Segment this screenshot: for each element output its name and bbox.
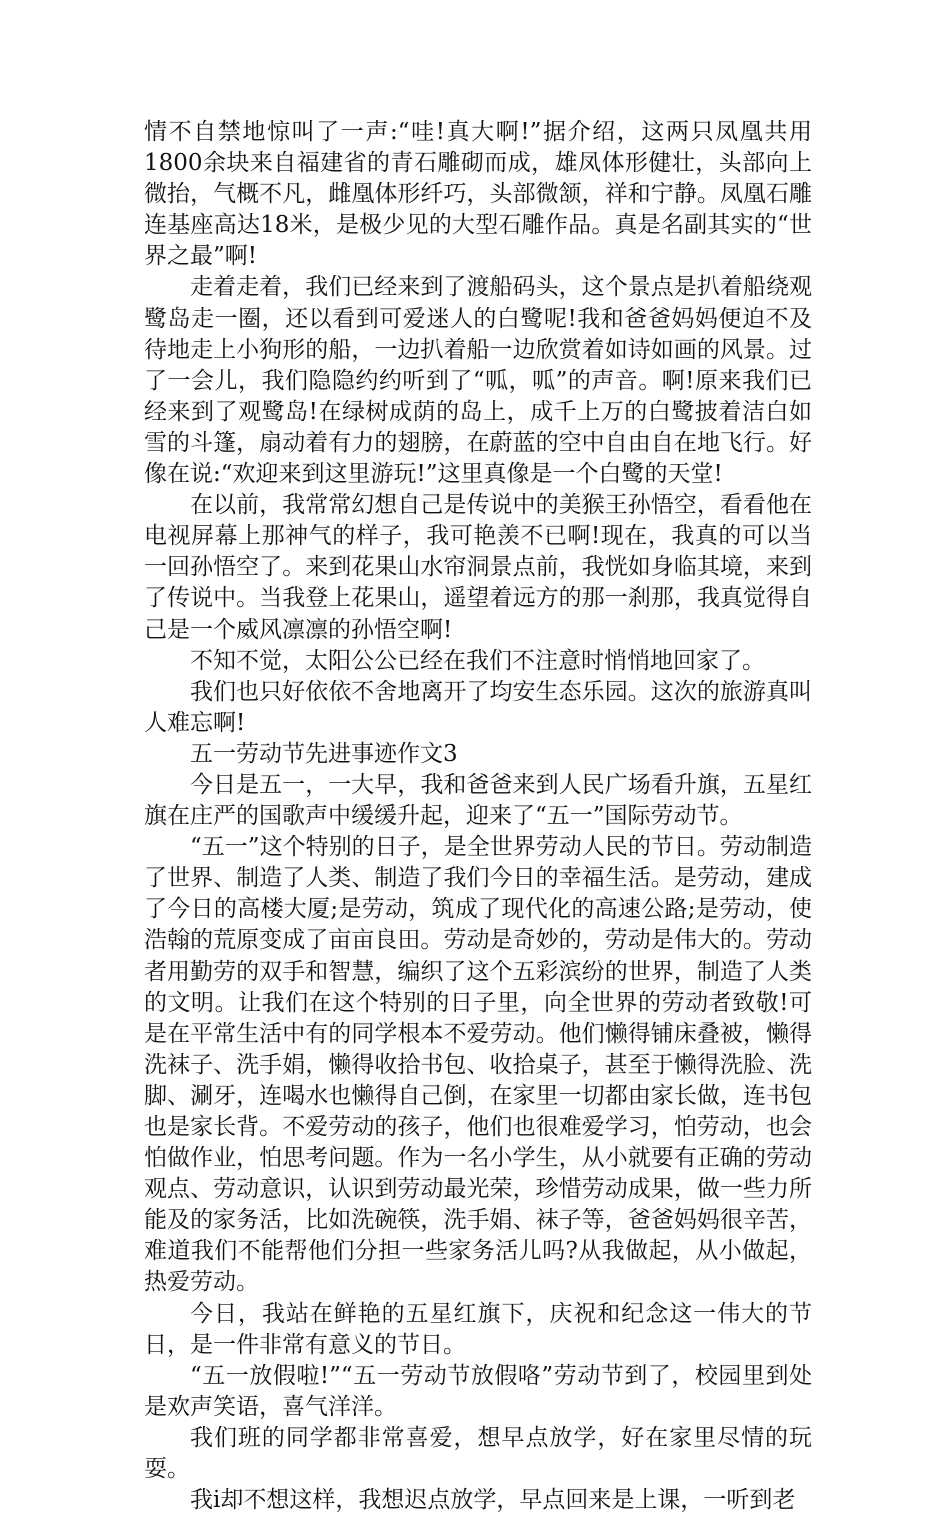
paragraph: 走着走着，我们已经来到了渡船码头，这个景点是扒着船绕观鹭岛走一圈，还以看到可爱迷人的白鹭呢!我和爸爸妈妈便迫不及待地走上小狗形的船，一边扒着船一边欣赏着如诗如画的风景。过了一会儿，我们隐隐约约听到了“呱，呱”的声音。啊!原来我们已经来到了观鹭岛!在绿树成荫的岛上，成千上万的白鹭披着洁白如雪的斗篷，扇动着有力的翅膀，在蔚蓝的空中自由自在地飞行。好像在说:“欢迎来到这里游玩!”这里真像是一个白鹭的天堂! [144,274,812,488]
paragraph: 今日，我站在鲜艳的五星红旗下，庆祝和纪念这一伟大的节日，是一件非常有意义的节日。 [144,1300,812,1358]
document-body [144,117,812,1516]
paragraph: 我们班的同学都非常喜爱，想早点放学，好在家里尽情的玩耍。 [144,1424,812,1483]
paragraph: “五一”这个特别的日子，是全世界劳动人民的节日。劳动制造了世界、制造了人类、制造了我们今日的幸福生活。是劳动，建成了今日的高楼大厦;是劳动，筑成了现代化的高速公路;是劳动，使浩翰的荒原变成了亩亩良田。劳动是奇妙的，劳动是伟大的。劳动者用勤劳的双手和智慧，编织了这个五彩滨纷的世界，制造了人类的文明。让我们在这个特别的日子里，向全世界的劳动者致敬!可是在平常生活中有的同学根本不爱劳动。他们懒得铺床叠被，懒得洗袜子、洗手娟，懒得收拾书包、收拾桌子，甚至于懒得洗脸、洗脚、涮牙，连喝水也懒得自己倒，在家里一切都由家长做，连书包也是家长背。不爱劳动的孩子，他们也很难爱学习，怕劳动，也会怕做作业，怕思考问题。作为一名小学生，从小就要有正确的劳动观点、劳动意识，认识到劳动最光荣，珍惜劳动成果，做一些力所能及的家务活，比如洗碗筷，洗手娟、袜子等，爸爸妈妈很辛苦，难道我们不能帮他们分担一些家务活儿吗?从我做起，从小做起，热爱劳动。 [144,834,812,1296]
section-heading: 五一劳动节先进事迹作文3 [190,740,458,767]
paragraph: 在以前，我常常幻想自己是传说中的美猴王孙悟空，看看他在电视屏幕上那神气的样子，我可艳羡不已啊!现在，我真的可以当一回孙悟空了。来到花果山水帘洞景点前，我恍如身临其境，来到了传说中。当我登上花果山，遥望着远方的那一刹那，我真觉得自己是一个威风凛凛的孙悟空啊! [144,492,812,643]
paragraph: 我i却不想这样，我想迟点放学，早点回来是上课，一听到老 [190,1487,796,1514]
paragraph: 我们也只好依依不舍地离开了均安生态乐园。这次的旅游真叫人难忘啊! [144,678,812,736]
paragraph: 情不自禁地惊叫了一声:“哇!真大啊!”据介绍，这两只凤凰共用1800余块来自福建省的青石雕砌而成，雄凤体形健壮，头部向上微抬，气概不凡，雌凰体形纤巧，头部微颔，祥和宁静。凤凰石雕连基座高达18米，是极少见的大型石雕作品。真是名副其实的“世界之最”啊! [144,119,812,270]
paragraph: 不知不觉，太阳公公已经在我们不注意时悄悄地回家了。 [190,647,765,674]
paragraph: 今日是五一，一大早，我和爸爸来到人民广场看升旗，五星红旗在庄严的国歌声中缓缓升起，迎来了“五一”国际劳动节。 [144,771,812,830]
paragraph: “五一放假啦!”“五一劳动节放假咯”劳动节到了，校园里到处是欢声笑语，喜气洋洋。 [144,1362,812,1420]
